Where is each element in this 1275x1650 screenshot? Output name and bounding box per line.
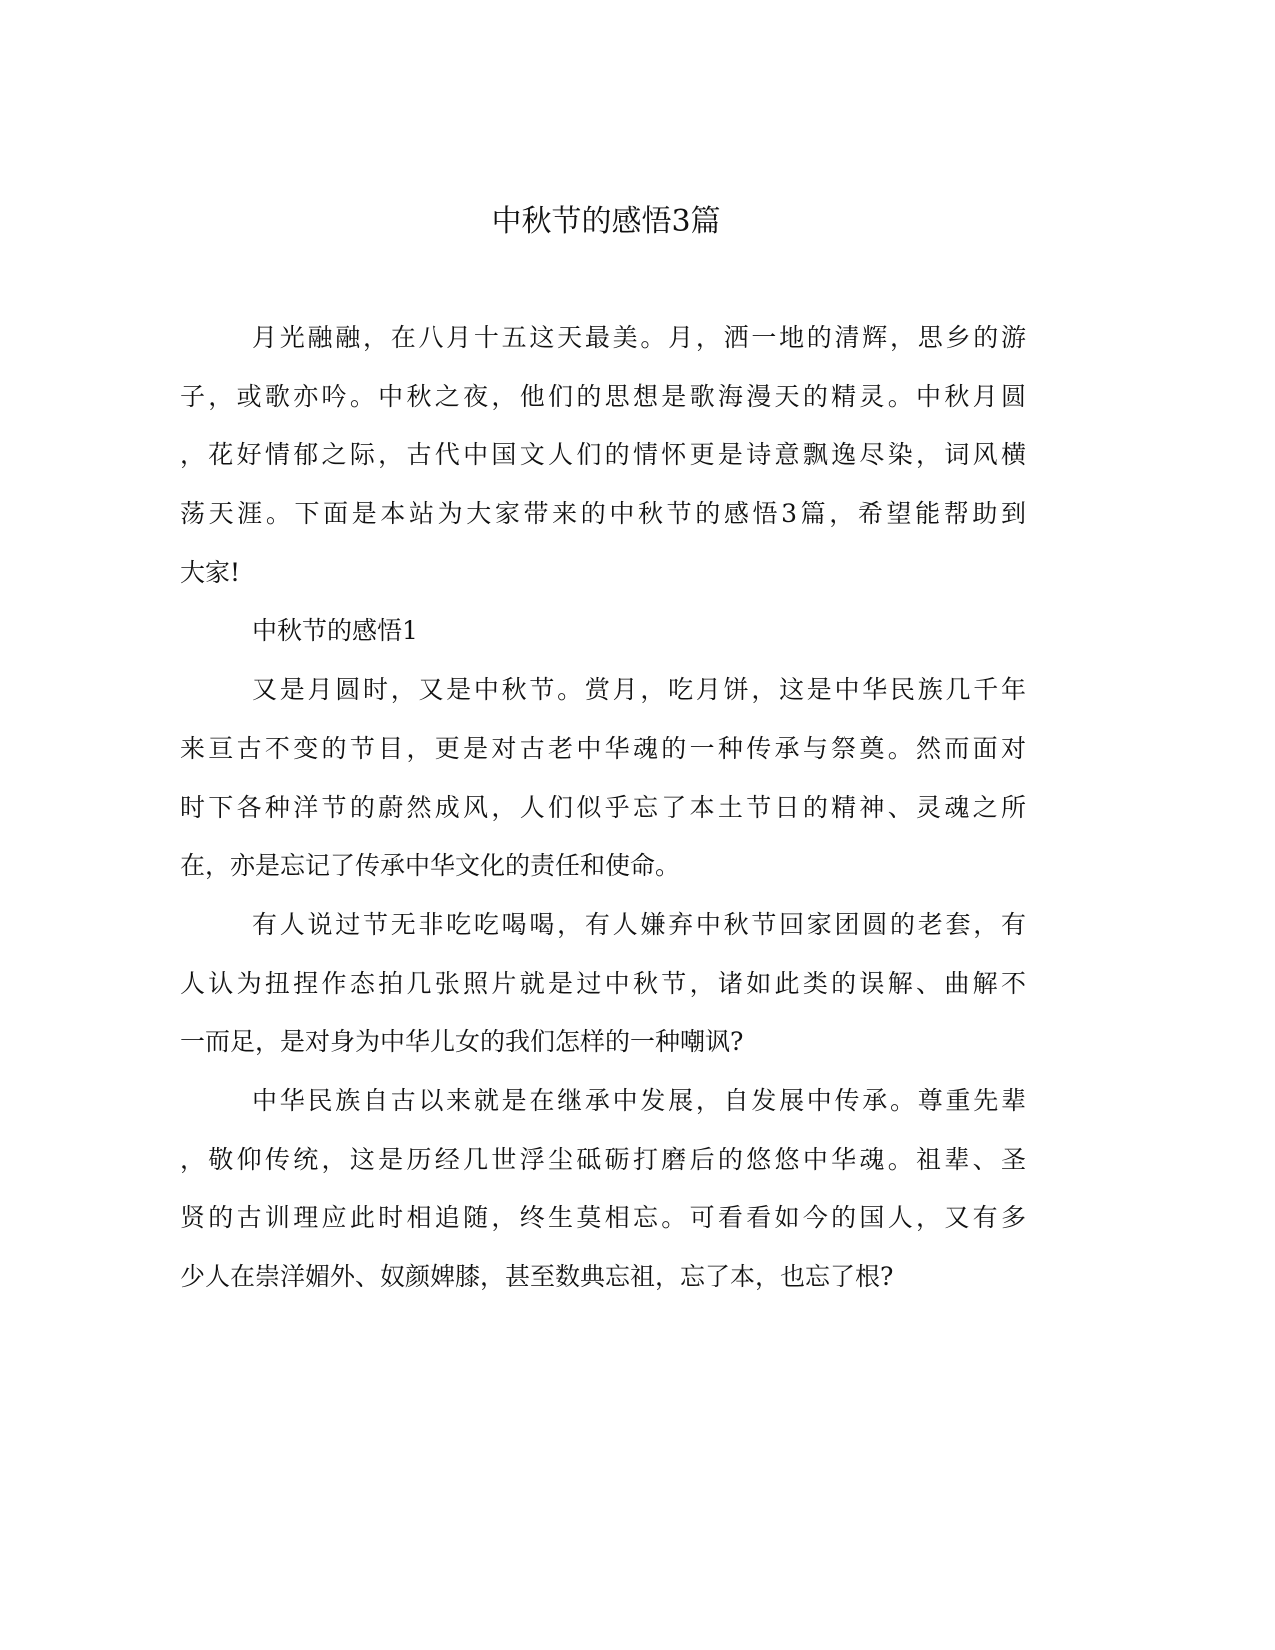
text-line: ，花好情郁之际，古代中国文人们的情怀更是诗意飘逸尽染，词风横: [180, 440, 1026, 470]
text-line: 中华民族自古以来就是在继承中发展，自发展中传承。尊重先辈: [252, 1085, 1026, 1115]
text-line: 大家!: [180, 557, 241, 587]
text-line: 在，亦是忘记了传承中华文化的责任和使命。: [180, 851, 681, 881]
text-line: ，敬仰传统，这是历经几世浮尘砥砺打磨后的悠悠中华魂。祖辈、圣: [180, 1144, 1026, 1174]
text-line: 有人说过节无非吃吃喝喝，有人嫌弃中秋节回家团圆的老套，有: [252, 909, 1026, 939]
document-body: [180, 318, 1026, 1316]
text-line: 时下各种洋节的蔚然成风，人们似乎忘了本土节日的精神、灵魂之所: [180, 792, 1026, 822]
text-line: 子，或歌亦吟。中秋之夜，他们的思想是歌海漫天的精灵。中秋月圆: [180, 381, 1026, 411]
paragraph: [180, 318, 1026, 611]
text-line: 来亘古不变的节目，更是对古老中华魂的一种传承与祭奠。然而面对: [180, 733, 1026, 763]
text-line: 一而足，是对身为中华儿女的我们怎样的一种嘲讽?: [180, 1027, 744, 1057]
text-line: 荡天涯。下面是本站为大家带来的中秋节的感悟3篇，希望能帮助到: [180, 499, 1026, 529]
paragraph: [180, 1081, 1026, 1316]
text-line: 又是月圆时，又是中秋节。赏月，吃月饼，这是中华民族几千年: [252, 675, 1026, 705]
text-line: 贤的古训理应此时相追随，终生莫相忘。可看看如今的国人，又有多: [180, 1203, 1026, 1233]
paragraph: [180, 905, 1026, 1081]
text-line: 人认为扭捏作态拍几张照片就是过中秋节，诸如此类的误解、曲解不: [180, 968, 1026, 998]
text-line: 中秋节的感悟1: [252, 616, 418, 646]
paragraph: [180, 670, 1026, 905]
text-line: 月光融融，在八月十五这天最美。月，洒一地的清辉，思乡的游: [252, 323, 1026, 352]
document-title: 中秋节的感悟3篇: [491, 204, 721, 239]
text-line: 少人在崇洋媚外、奴颜婢膝，甚至数典忘祖，忘了本，也忘了根?: [180, 1262, 894, 1291]
section-heading: [180, 611, 1026, 670]
